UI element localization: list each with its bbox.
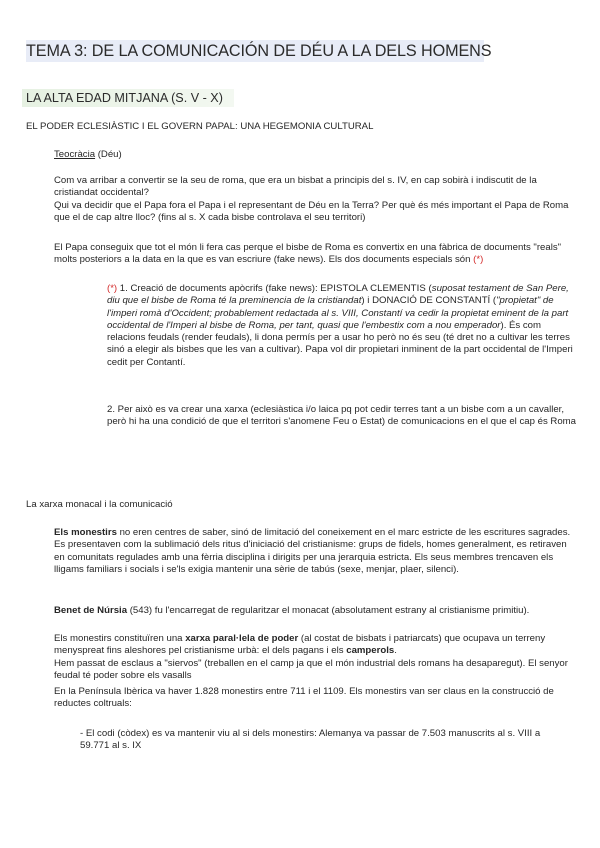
item1-text: 1. Creació de documents apòcrifs (fake news): bbox=[117, 283, 321, 294]
xarxa-text: . bbox=[394, 645, 397, 657]
item1-text: ). És com relacions feudals (render feudals), li dona permís per a usar ho però no és seu (té dret no a cultivar les terres sinó a elegir als bisbes que les van a cultivar). Papa vol dir propietari inminent de la part occidental de l'Imperi cedit per Contantí. bbox=[107, 319, 573, 368]
item1-text: ) i bbox=[361, 295, 373, 307]
paragraph-xarxa-poder bbox=[54, 633, 576, 658]
paragraph-peninsula: En la Península Ibèrica va haver 1.828 monestirs entre 711 i el 1109. Els monestirs van ser claus en la construcció de reductes coltruals: bbox=[54, 686, 554, 710]
camperols-bold: camperols bbox=[346, 645, 395, 657]
monestirs-bold: Els monestirs bbox=[54, 527, 117, 538]
bullet-codi: - El codi (còdex) es va mantenir viu al si dels monestirs: Alemanya va passar de 7.503 manuscrits al s. VIII a 59.771 al s. IX bbox=[80, 728, 541, 752]
document-title: TEMA 3: DE LA COMUNICACIÓN DE DÉU A LA DELS HOMENS bbox=[26, 42, 492, 60]
epistola-description: suposat testament de San Pere, diu que el bisbe de Roma té la preminencia de la cristiandat bbox=[107, 283, 569, 307]
section-heading-poder: EL PODER ECLESIÀSTIC I EL GOVERN PAPAL: UNA HEGEMONIA CULTURAL bbox=[26, 121, 374, 132]
item1-text: ( bbox=[425, 283, 432, 294]
paragraph-monestirs bbox=[54, 527, 576, 576]
paragraph-question-2: Qui va decidir que el Papa fora el Papa i el representant de Déu en la Terra? Per què és més important el Papa de Roma que el de cap altre lloc? (fins al s. X cada bisbe controlava el seu territori) bbox=[54, 200, 569, 224]
section-subtitle: LA ALTA EDAD MITJANA (S. V - X) bbox=[22, 89, 234, 107]
section-heading-xarxa: La xarxa monacal i la comunicació bbox=[26, 499, 173, 510]
teocracia-suffix: (Déu) bbox=[95, 149, 122, 160]
epistola-clementis: EPISTOLA CLEMENTIS bbox=[320, 283, 426, 294]
list-item-2: 2. Per això es va crear una xarxa (eclesiàstica i/o laica pq pot cedir terres tant a un bisbe com a un cavaller, però hi ha una condició de que el territori s'anomene Feu o Estat) de comunicacions en el que el cap és Roma bbox=[107, 404, 577, 428]
xarxa-text: Els monestirs constituïren una bbox=[54, 633, 186, 644]
donacio-constanti: DONACIÓ DE CONSTANTÍ bbox=[372, 295, 491, 307]
benet-bold: Benet de Núrsia bbox=[54, 605, 128, 616]
xarxa-text: (al costat de bisbats i patriarcats) que ocupava un terreny menyspreat fins aleshores pel cristianisme urbà: el dels pagans i els bbox=[54, 633, 546, 657]
asterisk-mark: (*) bbox=[107, 283, 118, 294]
item1-text: ( bbox=[490, 295, 497, 307]
paragraph-papa bbox=[54, 242, 579, 267]
list-item-1 bbox=[107, 283, 577, 369]
paragraph-question-1: Com va arribar a convertir se la seu de roma, que era un bisbat a principis del s. IV, en cap sobirà i indiscutit de la cristiandat occidental? bbox=[54, 175, 537, 199]
paragraph-papa-text: El Papa conseguix que tot el món li fera cas perque el bisbe de Roma es convertix en una fàbrica de documents "reals" molts posteriors a la data en la que es van escriure (fake news). Els dos documents especials són bbox=[54, 242, 562, 266]
asterisk-mark: (*) bbox=[473, 254, 484, 266]
donacio-description: "propietat" de l'imperi romà d'Occident; probablement redactada al s. VIII, Constantí va cedir la propietat eminent de la part occidental de l'Imperi al bisbe de Roma, per tant, quasi que l'embestix com a nou emperador bbox=[107, 295, 569, 331]
monestirs-text: no eren centres de saber, sinó de limitació del coneixement en el marc estricte de les escritures sagrades. Es presentaven com la sublimació dels ritus d'iniciació del cristianisme: grups de fidels, homes generalment, es retiraven en comunitats regulades amb una fèrria disciplina i dirigits per una jerarquia estricta. Els seus membres trencaven els lligams familiars i socials i se'ls exigia mantenir una sèrie de tabús (sexe, menjar, plaer, silenci). bbox=[54, 527, 571, 575]
benet-text: (543) fu l'encarregat de regularitzar el monacat (absolutament estrany al cristianisme primitiu). bbox=[127, 605, 530, 616]
paragraph-benet bbox=[54, 605, 576, 617]
paragraph-siervos: Hem passat de esclaus a "siervos" (treballen en el camp ja que el món industrial dels romans ha desaparegut). El senyor feudal té poder sobre els vasalls bbox=[54, 658, 568, 682]
xarxa-bold: xarxa paral·lela de poder bbox=[185, 633, 299, 644]
teocracia-line bbox=[54, 149, 122, 161]
teocracia-label: Teocràcia bbox=[54, 149, 96, 160]
